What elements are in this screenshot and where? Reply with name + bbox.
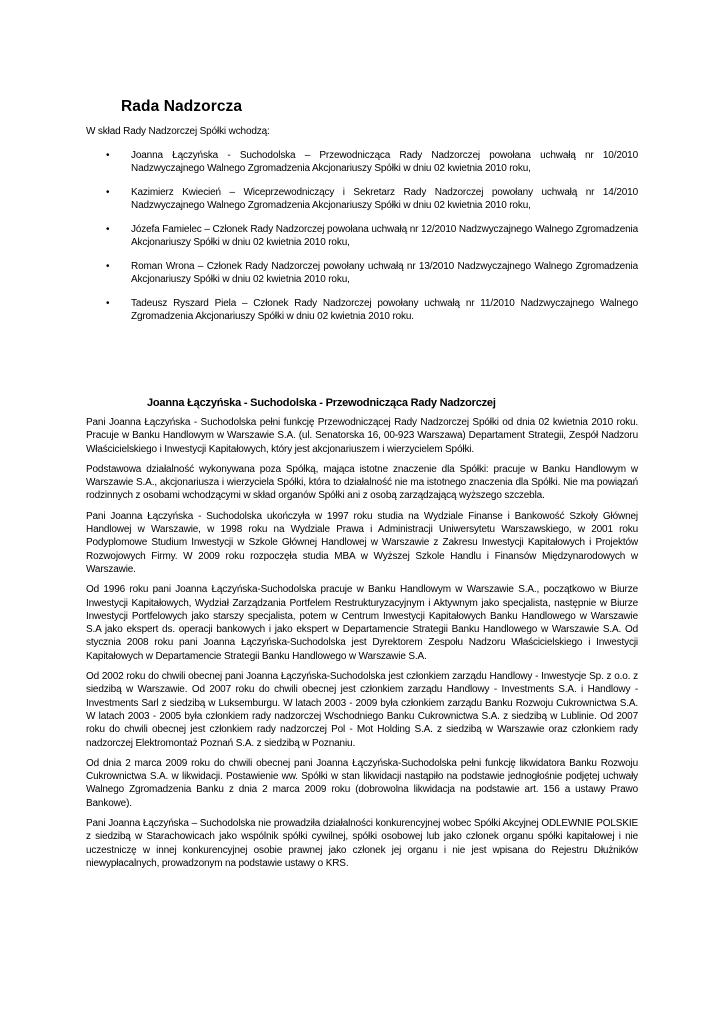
- bio-paragraph: Pani Joanna Łączyńska - Suchodolska pełni funkcję Przewodniczącej Rady Nadzorczej Spółki od dnia 02 kwietnia 2010 roku. Pracuje w Banku Handlowym w Warszawie S.A. (ul. Senatorska 16, 00-923 Warszawa) Departament Strategii, Zespół Nadzoru Właścicielskiego i Inwestycji Kapitałowych, który jest akcjonariuszem i wierzycielem Spółki.: [86, 417, 638, 455]
- bullet-icon: •: [106, 150, 110, 161]
- list-item: [86, 186, 638, 212]
- bio-paragraph: Podstawowa działalność wykonywana poza Spółką, mająca istotne znaczenie dla Spółki: pracuje w Banku Handlowym w Warszawie S.A., akcjonariusza i wierzyciela Spółki, która to działalność nie ma istotnego znaczenia dla Spółki. Nie ma powiązań rodzinnych z osobami wchodzącymi w skład organów Spółki ani z osobą zarządzającą wyższego szczebla.: [86, 463, 638, 502]
- list-item: [86, 260, 638, 286]
- bio-paragraph: Od 2002 roku do chwili obecnej pani Joanna Łączyńska-Suchodolska jest członkiem zarządu Handlowy - Inwestycje Sp. z o.o. z siedzibą w Warszawie. Od 2007 roku do chwili obecnej jest członkiem zarządu Handlowy - Investments S.A. i Handlowy - Investments Sarl z siedzibą w Luksemburgu. W latach 2003 - 2009 była członkiem zarządu Banku Rozwoju Cukrownictwa S.A. W latach 2003 - 2005 była członkiem rady nadzorczej Wschodniego Banku Cukrownictwa S.A. z siedzibą w Lublinie. Od 2007 roku do chwili obecnej jest członkiem rady nadzorczej Pol - Mot Holding S.A. z siedzibą w Warszawie oraz członkiem rady nadzorczej Elektromontaż Poznań S.A. z siedzibą w Poznaniu.: [86, 671, 638, 749]
- member-text: Roman Wrona – Członek Rady Nadzorczej powołany uchwałą nr 13/2010 Nadzwyczajnego Walnego Zgromadzenia Akcjonariuszy Spółki w dniu 02 kwietnia 2010 roku,: [131, 261, 638, 285]
- bio-section: [86, 416, 638, 877]
- bullet-icon: •: [106, 298, 110, 309]
- bullet-icon: •: [106, 261, 110, 272]
- list-item: [86, 223, 638, 249]
- member-text: Tadeusz Ryszard Piela – Członek Rady Nadzorczej powołany uchwałą nr 11/2010 Nadzwyczajnego Walnego Zgromadzenia Akcjonariuszy Spółki w dniu 02 kwietnia 2010 roku.: [131, 298, 638, 322]
- section-title: Rada Nadzorcza: [121, 98, 243, 115]
- member-text: Józefa Famielec – Członek Rady Nadzorczej powołana uchwałą nr 12/2010 Nadzwyczajnego Walnego Zgromadzenia Akcjonariuszy Spółki w dniu 02 kwietnia 2010 roku,: [131, 224, 638, 248]
- member-text: Joanna Łączyńska - Suchodolska – Przewodnicząca Rady Nadzorczej powołana uchwałą nr 10/2010 Nadzwyczajnego Walnego Zgromadzenia Akcjonariuszy Spółki w dniu 02 kwietnia 2010 roku,: [131, 150, 638, 174]
- bio-title: Joanna Łączyńska - Suchodolska - Przewodnicząca Rady Nadzorczej: [147, 397, 496, 409]
- bullet-icon: •: [106, 224, 110, 235]
- member-text: Kazimierz Kwiecień – Wiceprzewodniczący i Sekretarz Rady Nadzorczej powołany uchwałą nr 14/2010 Nadzwyczajnego Walnego Zgromadzenia Akcjonariuszy Spółki w dniu 02 kwietnia 2010 roku,: [131, 187, 638, 211]
- board-members-list: [86, 149, 638, 334]
- bio-paragraph: Pani Joanna Łączyńska – Suchodolska nie prowadziła działalności konkurencyjnej wobec Spółki Akcyjnej ODLEWNIE POLSKIE z siedzibą w Starachowicach jako wspólnik spółki cywilnej, spółki osobowej lub jako członek organu spółki kapitałowej i nie uczestniczę w innej konkurencyjnej osobie prawnej jako członek jej organu i nie jest wpisana do Rejestru Dłużników niewypłacalnych, prowadzonym na podstawie ustawy o KRS.: [86, 818, 638, 869]
- bio-paragraph: Od 1996 roku pani Joanna Łączyńska-Suchodolska pracuje w Banku Handlowym w Warszawie S.A., początkowo w Biurze Inwestycji Kapitałowych, Wydział Zarządzania Portfelem Restrukturyzacyjnym i Aktywnym jako specjalista, następnie w Biurze Inwestycji Portfelowych jako starszy specjalista, potem w Centrum Inwestycji Kapitałowych Banku Handlowego w Warszawie S.A jako ekspert ds. operacji bankowych i jako ekspert w Departamencie Strategii Banku Handlowego w Warszawie S.A. Od stycznia 2008 roku pani Joanna Łączyńska-Suchodolska jest Dyrektorem Zespołu Nadzoru Właścicielskiego i Inwestycji Kapitałowych w Departamencie Strategii Banku Handlowego w Warszawie S.A.: [86, 584, 638, 662]
- intro-text: W skład Rady Nadzorczej Spółki wchodzą:: [86, 126, 270, 137]
- bio-paragraph: Od dnia 2 marca 2009 roku do chwili obecnej pani Joanna Łączyńska-Suchodolska pełni funkcję likwidatora Banku Rozwoju Cukrownictwa S.A. w likwidacji. Postawienie ww. Spółki w stan likwidacji nastąpiło na podstawie jednogłośnie podjętej uchwały Walnego Zgromadzenia Banku z dnia 2 marca 2009 roku (dobrowolna likwidacja na podstawie art. 156 a ustawy Prawo Bankowe).: [86, 757, 638, 809]
- bio-paragraph: Pani Joanna Łączyńska - Suchodolska ukończyła w 1997 roku studia na Wydziale Finanse i Bankowość Szkoły Głównej Handlowej w Warszawie, w 1998 roku na Wydziale Prawa i Administracji Uniwersytetu Warszawskiego, w 2001 roku Podyplomowe Studium Inwestycji w Szkole Głównej Handlowej w Warszawie z Zakresu Inwestycji Kapitałowych i Projektów Rozwojowych Firmy. W 2009 roku rozpoczęła studia MBA w Wyższej Szkole Handlu i Finansów Międzynarodowych w Warszawie.: [86, 510, 638, 575]
- bullet-icon: •: [106, 187, 110, 198]
- list-item: [86, 297, 638, 323]
- list-item: [86, 149, 638, 175]
